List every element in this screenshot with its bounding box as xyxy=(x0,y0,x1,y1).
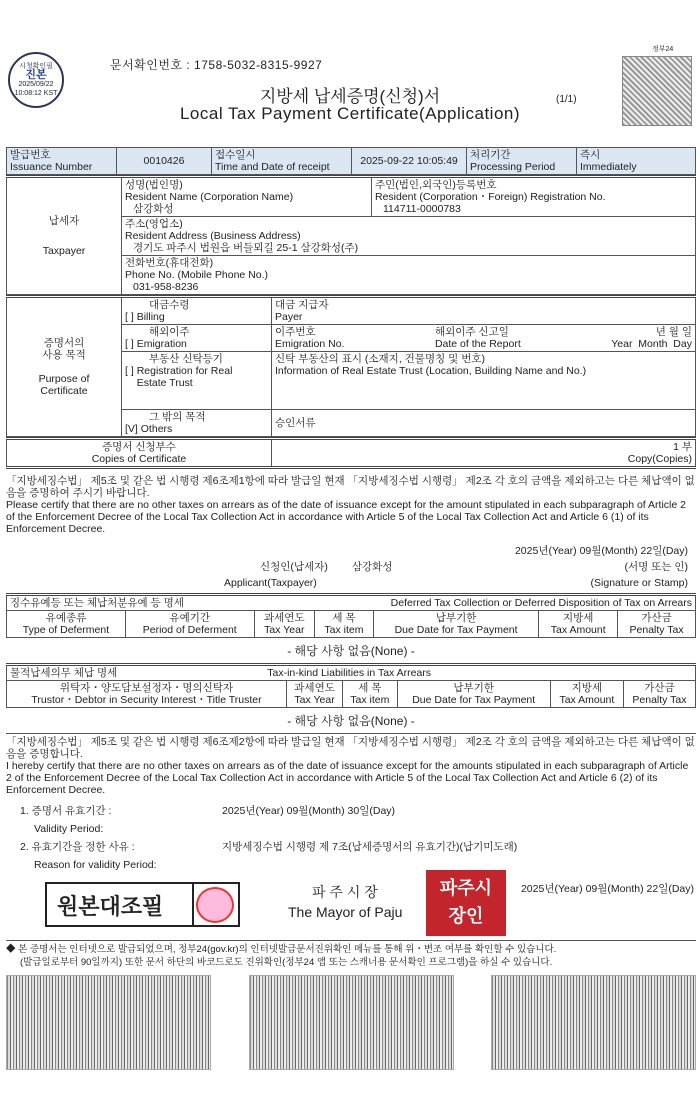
reg-label-ko: 주민(법인,외국인)등록번호 xyxy=(375,179,497,191)
mayor-ko: 파 주 시 장 xyxy=(312,884,378,900)
column-ko: 가산금 xyxy=(644,682,675,694)
inkind-column-header xyxy=(550,681,623,708)
barcode-1 xyxy=(6,975,211,1070)
billing-label-ko: 대금수령 xyxy=(149,299,190,311)
info-table xyxy=(6,147,696,175)
column-en: Tax Year xyxy=(294,694,335,706)
inkind-column-header xyxy=(623,681,695,708)
inkind-column-header xyxy=(397,681,550,708)
validity-value: 2025년(Year) 09월(Month) 30일(Day) xyxy=(222,805,396,817)
issuance-label-ko: 발급번호 xyxy=(10,149,51,161)
trust-info-ko: 신탁 부동산의 표시 (소재지, 건물명칭 및 번호) xyxy=(275,353,485,365)
receipt-label-en: Time and Date of receipt xyxy=(215,161,330,173)
column-en: Tax item xyxy=(324,624,364,636)
column-en: Penalty Tax xyxy=(629,624,684,636)
deferred-column-header xyxy=(373,611,539,638)
validity-label-en: Validity Period: xyxy=(34,823,104,835)
phone-label-en: Phone No. (Mobile Phone No.) xyxy=(125,269,268,281)
others-detail: 승인서류 xyxy=(272,410,696,437)
doc-confirm-number: 문서확인번호 : 1758-5032-8315-9927 xyxy=(110,58,323,72)
applicant-label-en: Applicant(Taxpayer) xyxy=(224,577,317,589)
others-checkbox[interactable]: [V] xyxy=(125,423,138,435)
deferred-column-header xyxy=(539,611,618,638)
taxpayer-name: 삼강화성 xyxy=(133,203,174,215)
deferred-column-header xyxy=(315,611,374,638)
barcode-row xyxy=(6,975,696,1070)
certify-en: I hereby certify that there are no other taxes on arrears as of the date of issuance except for the amounts stipulated in each subparagraph of Article 2 of the Enforcement Decree of the Local Tax Collection Act in accordance with Article 5 of the Local Tax Collection Act and Article 6 (2) of its Enforcement Decree. xyxy=(6,760,689,796)
sign-label-ko: (서명 또는 인) xyxy=(624,561,688,573)
inkind-title-en: Tax-in-kind Liabilities in Tax Arrears xyxy=(267,667,432,679)
addr-label-en: Resident Address (Business Address) xyxy=(125,230,301,242)
deferred-title-ko: 징수유예등 또는 체납처분유예 등 명세 xyxy=(10,597,184,609)
sign-label-en: (Signature or Stamp) xyxy=(590,577,688,589)
application-date: 2025년(Year) 09월(Month) 22일(Day) xyxy=(514,545,688,557)
column-en: Due Date for Tax Payment xyxy=(394,624,518,636)
column-ko: 가산금 xyxy=(641,612,672,624)
certify-paragraph xyxy=(6,733,696,796)
billing-checkbox[interactable]: [ ] xyxy=(125,311,134,323)
issuer-block xyxy=(6,878,696,940)
seal-tz: KST xyxy=(43,90,58,97)
column-en: Trustor・Debtor in Security Interest・Title Truster xyxy=(31,694,262,706)
title-en: Local Tax Payment Certificate(Application) xyxy=(179,104,521,123)
deferred-title-en: Deferred Tax Collection or Deferred Disposition of Tax on Arrears xyxy=(390,597,692,609)
qr-code xyxy=(622,56,692,126)
certify-ko: 「지방세징수법」 제5조 및 같은 법 시행령 제6조제2항에 따라 발급일 현재 「지방세징수법 시행령」 제2조 각 호의 금액을 제외하고는 다른 체납액이 없음을 증명합니다. xyxy=(6,736,695,760)
reason-label-en: Reason for validity Period: xyxy=(34,859,157,871)
deferred-column-header xyxy=(125,611,254,638)
inkind-column-header xyxy=(7,681,287,708)
others-label-en: Others xyxy=(140,423,173,435)
column-ko: 유예기간 xyxy=(169,612,210,624)
emigration-no-ko: 이주번호 xyxy=(275,326,316,338)
taxpayer-label-en: Taxpayer xyxy=(42,245,86,257)
column-en: Type of Deferment xyxy=(22,624,110,636)
payer-label-ko: 대금 지급자 xyxy=(275,299,329,311)
taxpayer-label-ko: 납세자 xyxy=(48,215,80,227)
trust-info-en: Information of Real Estate Trust (Location, Building Name and No.) xyxy=(275,365,587,377)
page-indicator: (1/1) xyxy=(556,94,577,105)
proc-ko: 즉시 xyxy=(580,149,601,161)
column-ko: 과세연도 xyxy=(264,612,305,624)
barcode-3 xyxy=(491,975,696,1070)
qr-label: 정부24 xyxy=(652,46,674,53)
applicant-block xyxy=(6,543,696,591)
emigration-label-en: Emigration xyxy=(136,338,187,350)
column-ko: 과세연도 xyxy=(294,682,335,694)
seal-top: 시청확인필 xyxy=(19,63,53,70)
validity-block xyxy=(6,802,696,874)
inkind-column-header xyxy=(287,681,343,708)
reason-value: 지방세징수법 시행령 제 7조(납세증명서의 유효기간)(납기미도래) xyxy=(222,841,518,853)
column-en: Tax Amount xyxy=(550,624,606,636)
column-en: Tax Amount xyxy=(559,694,615,706)
report-date-ko: 해외이주 신고일 xyxy=(434,326,509,338)
inkind-column-header xyxy=(343,681,397,708)
column-ko: 납부기한 xyxy=(453,682,494,694)
ymd-ko: 년 월 일 xyxy=(655,326,692,338)
taxpayer-table xyxy=(6,175,696,295)
taxpayer-phone: 031-958-8236 xyxy=(133,281,199,293)
reg-label-en: Resident (Corporation・Foreign) Registration No. xyxy=(375,191,606,203)
mayor-seal-icon: 파주시장인 xyxy=(426,870,506,936)
proc-label-en: Processing Period xyxy=(470,161,556,173)
column-ko: 지방세 xyxy=(563,612,594,624)
column-en: Tax item xyxy=(350,694,390,706)
name-label-en: Resident Name (Corporation Name) xyxy=(125,191,294,203)
proc-en: Immediately xyxy=(580,161,637,173)
applicant-name: 삼강화성 xyxy=(351,561,393,573)
deferred-column-header xyxy=(618,611,696,638)
document-body xyxy=(6,147,696,1070)
column-ko: 세 목 xyxy=(332,612,356,624)
deferred-none: - 해당 사항 없음(None) - xyxy=(287,644,415,658)
seal-main: 진본 xyxy=(25,69,47,81)
trust-checkbox[interactable]: [ ] xyxy=(125,365,134,377)
billing-label-en: Billing xyxy=(136,311,165,323)
purpose-table xyxy=(6,295,696,437)
notice xyxy=(6,940,696,969)
payer-label-en: Payer xyxy=(275,311,303,323)
request-paragraph xyxy=(6,475,696,535)
registration-number: 114711-0000783 xyxy=(383,203,461,215)
reason-label-ko: 2. 유효기간을 정한 사유 : xyxy=(20,841,135,853)
title-ko: 지방세 납세증명(신청)서 xyxy=(259,87,441,106)
purpose-label-en1: Purpose of xyxy=(38,373,90,385)
emigration-no-en: Emigration No. xyxy=(275,338,345,350)
emigration-label-ko: 해외이주 xyxy=(149,326,190,338)
red-seal-icon xyxy=(196,887,234,923)
deferred-column-header xyxy=(7,611,126,638)
validity-label-ko: 1. 증명서 유효기간 : xyxy=(20,805,112,817)
seal-date: 2025/09/22 xyxy=(18,81,54,88)
inkind-section xyxy=(6,663,696,733)
deferred-column-header xyxy=(254,611,315,638)
issuance-label-en: Issuance Number xyxy=(10,161,93,173)
copies-table xyxy=(6,437,696,469)
column-ko: 유예종류 xyxy=(45,612,87,624)
request-en: Please certify that there are no other taxes on arrears as of the date of issuance except for the amount stipulated in each subparagraph of Article 2 of the Enforcement Decree of the Local Tax Collection Act in accordance with Article 5 of the Local Tax Collection Act and Article 6 (1) of its Enforcement Decree. xyxy=(6,499,686,535)
report-date-en: Date of the Report xyxy=(434,338,521,350)
deferred-section xyxy=(6,593,696,663)
phone-label-ko: 전화번호(휴대전화) xyxy=(125,257,214,269)
emigration-checkbox[interactable]: [ ] xyxy=(125,338,134,350)
column-ko: 지방세 xyxy=(571,682,603,694)
trust-label-en: Registration for Real Estate Trust xyxy=(136,365,233,389)
mayor-en: The Mayor of Paju xyxy=(288,904,403,920)
copies-value-ko: 1 부 xyxy=(673,441,692,453)
issuance-number: 0010426 xyxy=(117,148,212,175)
seal-time: 10:08:12 xyxy=(14,90,42,97)
addr-label-ko: 주소(영업소) xyxy=(125,218,183,230)
barcode-2 xyxy=(249,975,454,1070)
verification-seal xyxy=(8,52,64,108)
ymd-en: Year Month Day xyxy=(611,338,692,350)
original-copy-stamp: 원본대조필 xyxy=(45,882,240,927)
column-ko: 위탁자・양도담보설정자・명의신탁자 xyxy=(59,682,234,694)
notice-line2: (발급일로부터 90일까지) 또한 문서 하단의 바코드로도 진위확인(정부24 앱 또는 스캐너용 문서확인 프로그램)을 하실 수 있습니다. xyxy=(20,957,553,968)
proc-label-ko: 처리기간 xyxy=(470,149,511,161)
column-en: Penalty Tax xyxy=(632,694,687,706)
purpose-label-en2: Certificate xyxy=(40,385,88,397)
inkind-title-ko: 물적납세의무 체납 명세 xyxy=(10,667,118,679)
receipt-datetime: 2025-09-22 10:05:49 xyxy=(352,148,467,175)
notice-line1: ◆ 본 증명서는 인터넷으로 발급되었으며, 정부24(gov.kr)의 인터넷발급문서진위확인 메뉴를 통해 위・변조 여부를 확인할 수 있습니다. xyxy=(6,944,557,955)
column-en: Tax Year xyxy=(264,624,305,636)
column-ko: 세 목 xyxy=(358,682,382,694)
purpose-label-ko2: 사용 목적 xyxy=(42,349,86,361)
taxpayer-address: 경기도 파주시 법원읍 버들뫼길 25-1 삼강화성(주) xyxy=(133,242,359,254)
name-label-ko: 성명(법인명) xyxy=(125,179,183,191)
copies-label-ko: 증명서 신청부수 xyxy=(102,441,176,453)
column-en: Due Date for Tax Payment xyxy=(412,694,536,706)
inkind-none: - 해당 사항 없음(None) - xyxy=(287,714,415,728)
purpose-label-ko1: 증명서의 xyxy=(43,337,85,349)
column-ko: 납부기한 xyxy=(435,612,477,624)
others-label-ko: 그 밖의 목적 xyxy=(149,411,206,423)
copies-value-en: Copy(Copies) xyxy=(627,453,692,465)
applicant-label-ko: 신청인(납세자) xyxy=(260,561,328,573)
receipt-label-ko: 접수일시 xyxy=(215,149,256,161)
trust-label-ko: 부동산 신탁등기 xyxy=(149,353,223,365)
request-ko: 「지방세징수법」 제5조 및 같은 법 시행령 제6조제1항에 따라 발급일 현재 「지방세징수법 시행령」 제2조 각 호의 금액을 제외하고는 다른 체납액이 없음을 증명하여 주시기 바랍니다. xyxy=(6,475,695,499)
issue-date: 2025년(Year) 09월(Month) 22일(Day) xyxy=(520,883,694,895)
copies-label-en: Copies of Certificate xyxy=(91,453,187,465)
column-en: Period of Deferment xyxy=(142,624,237,636)
